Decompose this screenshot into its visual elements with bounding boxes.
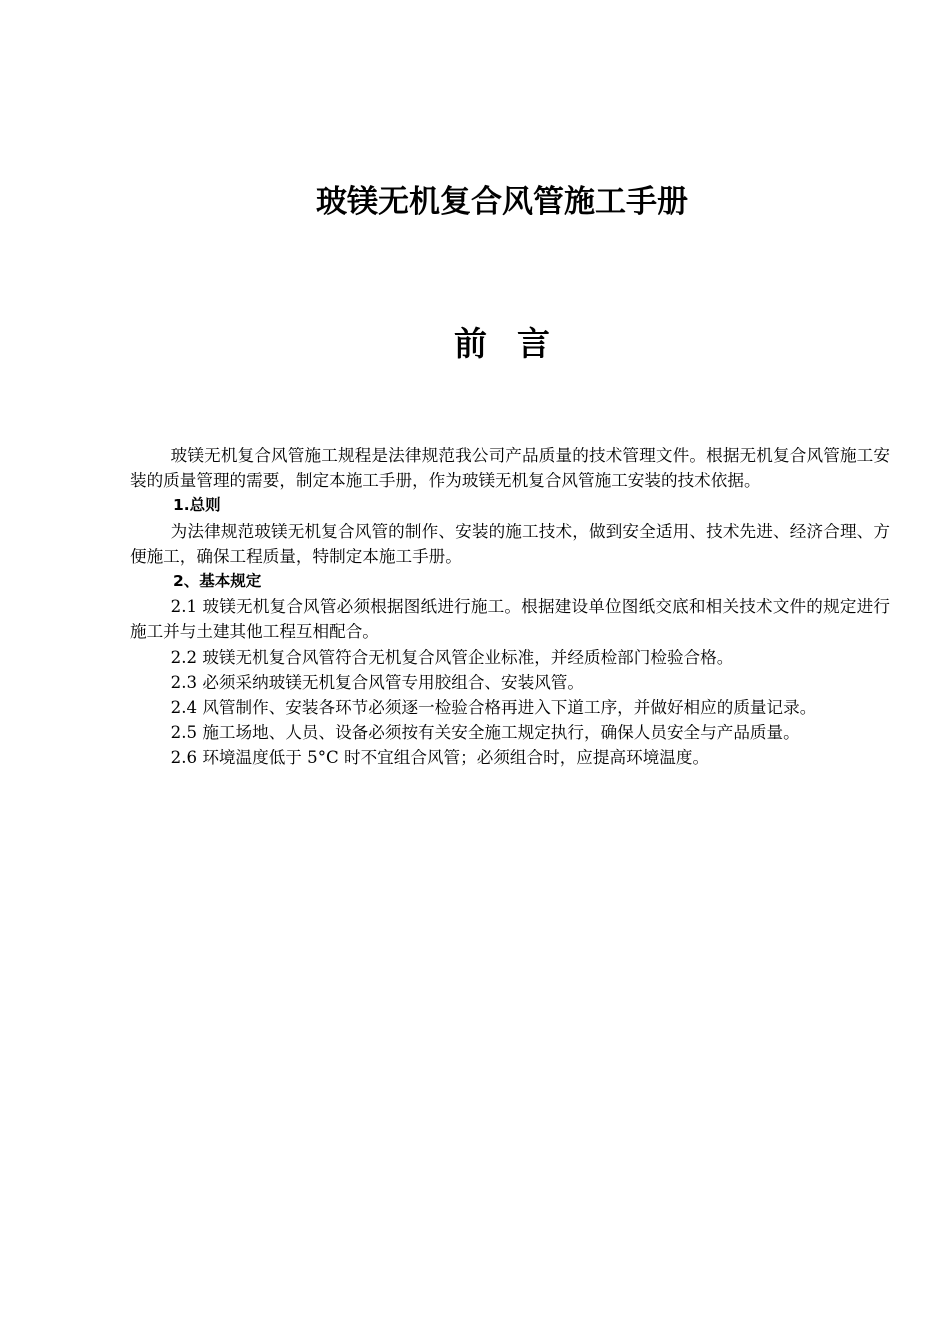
document-title: 玻镁无机复合风管施工手册 <box>316 184 688 220</box>
clause-2-2: 2.2 玻镁无机复合风管符合无机复合风管企业标准，并经质检部门检验合格。 <box>170 647 734 667</box>
clause-2-5: 2.5 施工场地、人员、设备必须按有关安全施工规定执行，确保人员安全与产品质量。 <box>170 723 800 743</box>
section-1-heading: 1.总则 <box>173 496 221 515</box>
section-1-paragraph: 为法律规范玻镁无机复合风管的制作、安装的施工技术，做到安全适用、技术先进、经济合理、方便施工，确保工程质量，特制定本施工手册。 <box>130 521 890 566</box>
clause-2-1: 2.1 玻镁无机复合风管必须根据图纸进行施工。根据建设单位图纸交底和相关技术文件的规定进行施工并与土建其他工程互相配合。 <box>130 597 890 642</box>
preface-heading <box>0 322 950 366</box>
document-body <box>130 443 890 771</box>
preface-heading-char-1: 前 <box>454 324 487 363</box>
clause-2-4: 2.4 风管制作、安装各环节必须逐一检验合格再进入下道工序，并做好相应的质量记录。 <box>170 698 817 718</box>
preface-heading-char-2: 言 <box>517 324 550 363</box>
clause-2-6: 2.6 环境温度低于 5°C 时不宜组合风管；必须组合时，应提高环境温度。 <box>170 748 710 768</box>
intro-paragraph: 玻镁无机复合风管施工规程是法律规范我公司产品质量的技术管理文件。根据无机复合风管施工安装的质量管理的需要，制定本施工手册，作为玻镁无机复合风管施工安装的技术依据。 <box>130 446 890 491</box>
section-2-heading: 2、基本规定 <box>173 572 262 591</box>
clause-2-3: 2.3 必须采纳玻镁无机复合风管专用胶组合、安装风管。 <box>170 672 584 692</box>
